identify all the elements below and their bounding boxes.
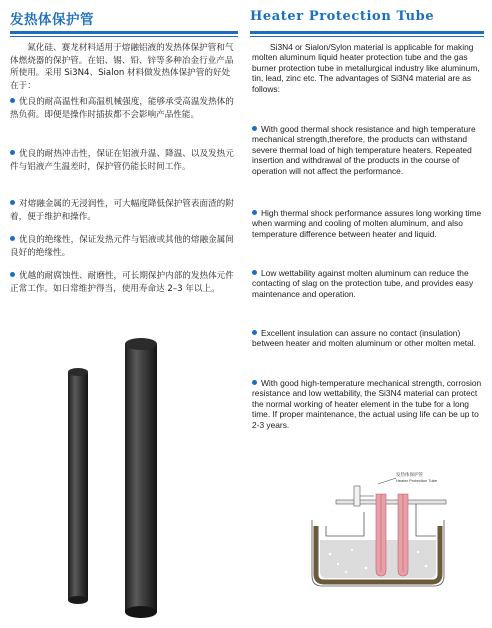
bullet-en-4 [252,328,485,349]
bullet-en-1-text: With good thermal shock resistance and high temperature mechanical strength,therefore, the products can withstand severe thermal load of high temperature heaters. Repeated insertion and withdrawal of the products in the course of operation will not affect the performance. [252,124,476,176]
bullet-cn-2 [10,148,238,173]
label-leader [378,478,396,484]
bullet-cn-4 [10,234,238,259]
bullet-en-2 [252,208,485,239]
bullet-cn-4-text: 优良的绝缘性，保证发热元件与铝液或其他的熔融金属间良好的绝缘性。 [10,235,234,258]
bullet-dot-icon [10,236,15,241]
bullet-dot-icon [10,150,15,155]
bullet-en-3 [252,268,485,299]
bullet-en-1 [252,124,485,176]
heater-protection-tube-1 [376,494,386,576]
furnace-inlet-chamber [326,512,364,536]
intro-cn-text: 氮化硅、赛龙材料适用于熔融铝液的发热体保护管和气体燃烧器的保护管。在铝、锡、铅、锌等多种冶金行业产品所使用。采用 Si3N4、Sialon 材料做发热体保护管的好处在于： [10,43,234,91]
intro-cn [10,42,238,92]
bullet-dot-icon [10,272,15,277]
page-title-en: Heater Protection Tube [250,9,435,24]
inlet-pipe [354,486,360,506]
protection-tubes-photo [28,334,218,624]
bullet-dot-icon [252,126,257,131]
bullet-cn-1-text: 优良的耐高温性和高温机械强度，能够承受高温发热体的热负荷。即便是操作时插拔都不会影响产品性能。 [10,97,234,120]
title-rule-en [250,31,484,34]
bullet-dot-icon [252,210,257,215]
bullet-cn-5-text: 优越的耐腐蚀性、耐磨性，可长期保护内部的发热体元件正常工作。如日常维护得当，使用寿命达 2–3 年以上。 [10,271,234,294]
intro-en-text: Si3N4 or Sialon/Sylon material is applicable for making molten aluminum liquid heater protection tube and the gas burner protection tube in metallurgical industry like aluminum, tin, lead, zinc etc. The advantages of Si3N4 material are as follows: [252,42,480,94]
intro-en [252,42,485,94]
bullet-cn-5 [10,270,238,295]
bullet-en-5 [252,378,485,430]
bullet-dot-icon [252,270,257,275]
bullet-cn-3-text: 对熔融金属的无浸润性，可大幅度降低保护管表面渣的附着，便于维护和操作。 [10,199,234,222]
diagram-label-en: Heater Protection Tube [396,478,438,483]
heater-protection-tube-2 [398,494,408,576]
bullet-dot-icon [252,380,257,385]
furnace-partition [416,504,436,536]
diagram-label-cn: 发热体保护管 [396,473,423,478]
bullet-cn-1 [10,96,238,121]
bullet-dot-icon [252,330,257,335]
bullet-en-4-text: Excellent insulation can assure no contact (insulation) between heater and molten aluminum or other molten metal. [252,328,476,349]
short-tube [68,368,88,604]
bullet-cn-3 [10,198,238,223]
bullet-cn-2-text: 优良的耐热冲击性，保证在铝液升温、降温、以及发热元件与铝液产生温差时，保护管仍能长时间工作。 [10,149,234,172]
bullet-dot-icon [10,98,15,103]
bullet-en-5-text: With good high-temperature mechanical strength, corrosion resistance and low wettability, the Si3N4 material can protect the normal working of heater element in the tube for a long time. If proper maintenance, the actual using life can be up to 2-3 years. [252,378,482,430]
furnace-lid [336,500,446,504]
bullet-dot-icon [10,200,15,205]
bullet-en-3-text: Low wettability against molten aluminum can reduce the contacting of slag on the protection tube, and provides easy maintenance and operation. [252,268,474,299]
tall-tube [125,338,157,618]
title-rule-cn [10,31,238,34]
bullet-en-2-text: High thermal shock performance assures long working time when warming and cooling of molten aluminum, and also temperature difference between heater and liquid. [252,208,482,239]
furnace-diagram [306,470,450,590]
page-title-cn: 发热体保护管 [10,12,94,28]
